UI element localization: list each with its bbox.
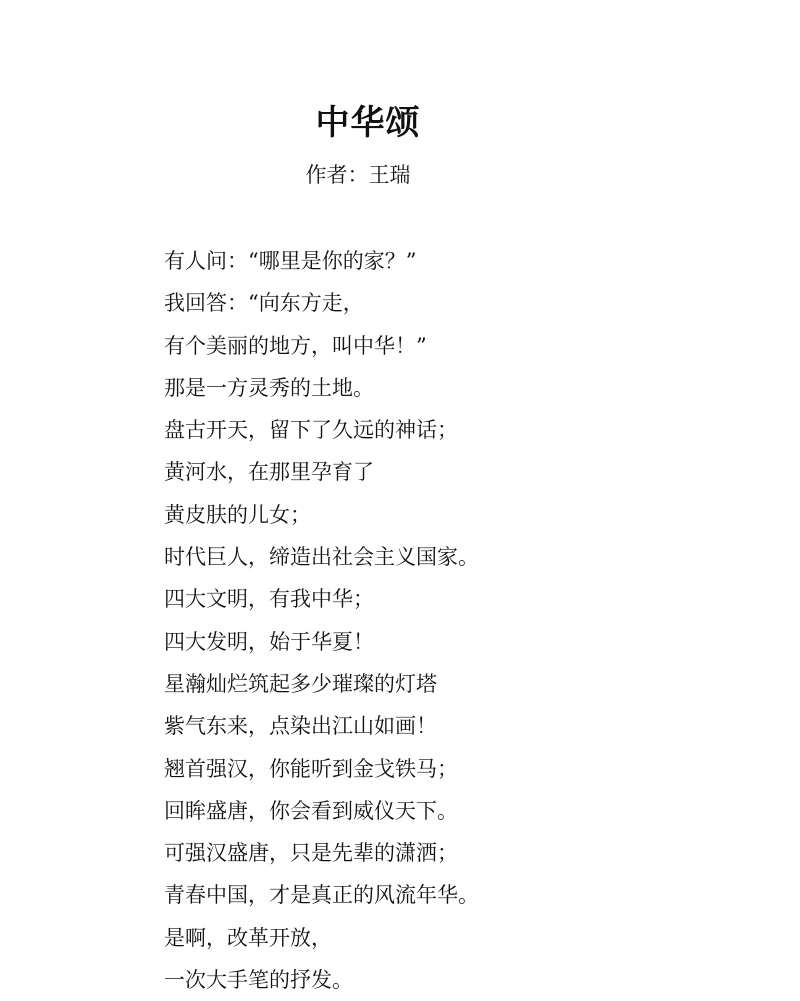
poem-line: 那是一方灵秀的土地。 bbox=[164, 375, 374, 400]
poem-line: 是啊，改革开放， bbox=[164, 925, 332, 950]
poem-line: 青春中国，才是真正的风流年华。 bbox=[164, 883, 479, 908]
poem-line: 有个美丽的地方，叫中华！” bbox=[164, 333, 427, 358]
poem-line: 四大发明，始于华夏！ bbox=[164, 629, 374, 654]
poem-line: 紫气东来，点染出江山如画！ bbox=[164, 714, 437, 739]
poem-line: 盘古开天，留下了久远的神话； bbox=[164, 418, 458, 443]
poem-line: 四大文明，有我中华； bbox=[164, 587, 374, 612]
poem-line: 黄河水，在那里孕育了 bbox=[164, 460, 374, 485]
poem-line: 星瀚灿烂筑起多少璀璨的灯塔 bbox=[164, 671, 437, 696]
poem-author: 作者：王瑞 bbox=[305, 163, 411, 187]
poem-body bbox=[164, 240, 479, 1001]
poem-line: 有人问：“哪里是你的家？” bbox=[164, 249, 417, 273]
poem-line: 黄皮肤的儿女； bbox=[164, 502, 311, 527]
poem-line: 我回答：“向东方走， bbox=[164, 291, 364, 316]
poem-line: 可强汉盛唐，只是先辈的潇洒； bbox=[164, 841, 458, 866]
poem-title: 中华颂 bbox=[315, 103, 421, 143]
poem-line: 翘首强汉，你能听到金戈铁马； bbox=[164, 756, 458, 781]
poem-line: 回眸盛唐，你会看到威仪天下。 bbox=[164, 798, 458, 823]
poem-line: 一次大手笔的抒发。 bbox=[164, 968, 353, 993]
poem-line: 时代巨人，缔造出社会主义国家。 bbox=[164, 545, 479, 570]
